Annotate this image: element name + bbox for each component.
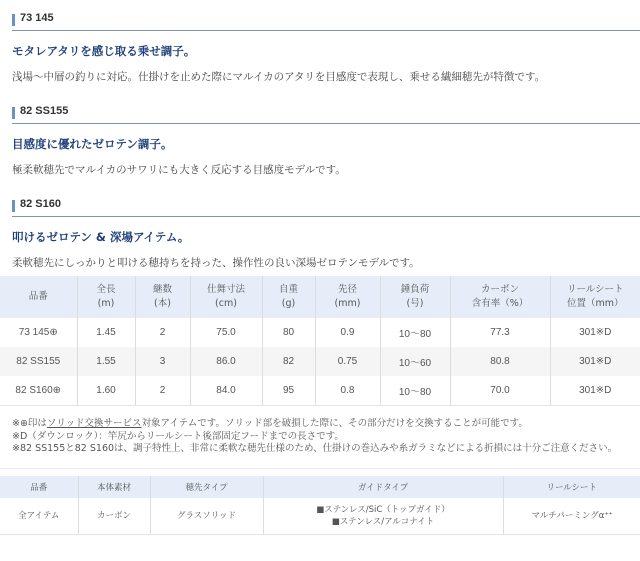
model-name: 82 SS155 — [20, 105, 69, 117]
header-item-no: 品番 — [0, 276, 77, 318]
cell-reel-seat-position: 301※D — [579, 327, 612, 338]
catchphrase: 目感度に優れたゼロテン調子。 — [12, 137, 173, 151]
cell-weight: 95 — [262, 376, 315, 405]
material-header-row — [0, 476, 640, 498]
accent-bar — [12, 107, 15, 119]
header-sinker-load: 錘負荷 (号) — [380, 276, 450, 318]
cell-reel-seat-position: 301※D — [550, 347, 640, 376]
guide-type-top: ■ステンレス/SiC（トップガイド） — [316, 504, 450, 515]
cell-weight: 80 — [262, 318, 315, 347]
cell-tip-diameter: 0.75 — [315, 347, 380, 376]
description: 浅場〜中層の釣りに対応。仕掛けを止めた際にマルイカのアタリを目感度で表現し、乗せる繊細穂先が特徴です。 — [12, 71, 546, 83]
cell-length: 1.60 — [77, 376, 135, 405]
divider — [0, 468, 640, 469]
cell-reel-seat: マルチパーミングα⁺ᐩ — [503, 498, 640, 534]
cell-reel-seat-position: 301※D — [550, 376, 640, 405]
header-body-material: 本体素材 — [78, 476, 150, 498]
model-name: 82 S160 — [20, 198, 61, 210]
cell-length: 1.55 — [77, 347, 135, 376]
material-table — [0, 476, 640, 535]
catchphrase: 叩けるゼロテン & 深場アイテム。 — [12, 230, 190, 244]
guide-type-other: ■ステンレス/アルコナイト — [331, 516, 435, 527]
cell-sinker-load: 10〜60 — [380, 347, 450, 376]
cell-sections: 2 — [135, 376, 190, 405]
cell-item-no: 82 SS155 — [0, 347, 77, 376]
cell-closed-length: 84.0 — [190, 376, 262, 405]
cell-closed-length: 86.0 — [190, 347, 262, 376]
cell-item-no: 82 S160⊕ — [0, 376, 77, 405]
table-row — [0, 318, 640, 347]
solid-exchange-service-link[interactable]: ソリッド交換サービス — [46, 418, 142, 429]
header-item-no: 品番 — [0, 476, 78, 498]
header-tip-type: 穂先タイプ — [150, 476, 263, 498]
spec-header-row — [0, 276, 640, 318]
description: 極柔軟穂先でマルイカのサワリにも大きく反応する目感度モデルです。 — [12, 164, 346, 176]
cell-carbon-content: 70.0 — [450, 376, 550, 405]
note-solid-exchange: ※⊕印はソリッド交換サービス対象アイテムです。ソリッド部を破損した際に、その部分だけを交換することが可能です。 — [12, 418, 528, 429]
table-row — [0, 498, 640, 534]
header-sections: 継数 (本) — [135, 276, 190, 318]
cell-body-material: カーボン — [78, 498, 150, 534]
cell-sections: 3 — [135, 347, 190, 376]
catchphrase: モタレアタリを感じ取る乗せ調子。 — [12, 44, 196, 58]
accent-bar — [12, 200, 15, 212]
cell-weight: 82 — [262, 347, 315, 376]
cell-tip-type: グラスソリッド — [150, 498, 263, 534]
cell-tip-diameter: 0.9 — [315, 318, 380, 347]
cell-sinker-load: 10〜80 — [380, 376, 450, 405]
cell-item-no: 73 145⊕ — [0, 318, 77, 347]
accent-bar — [12, 14, 15, 26]
section-header-82-s160 — [12, 195, 640, 217]
cell-sections: 2 — [135, 318, 190, 347]
header-closed-length: 仕舞寸法 (cm) — [190, 276, 262, 318]
header-carbon-content: カーボン 含有率（%） — [450, 276, 550, 318]
section-header-82-ss155 — [12, 102, 640, 124]
cell-carbon-content: 80.8 — [450, 347, 550, 376]
header-guide-type: ガイドタイプ — [263, 476, 503, 498]
note-caution: ※82 SS155と82 S160は、調子特性上、非常に柔軟な穂先仕様のため、仕掛けの巻込みや糸ガラミなどによる折損には十分ご注意ください。 — [12, 443, 618, 454]
table-row — [0, 347, 640, 376]
cell-length: 1.45 — [77, 318, 135, 347]
note-down-lock: ※D（ダウンロック）：竿尻からリールシート後部固定フードまでの長さです。 — [12, 430, 344, 442]
table-row — [0, 376, 640, 405]
header-length: 全長 (m) — [77, 276, 135, 318]
cell-carbon-content: 77.3 — [450, 318, 550, 347]
spec-table — [0, 276, 640, 406]
header-reel-seat-position: リールシート 位置（mm） — [550, 276, 640, 318]
cell-item-no: 全アイテム — [0, 498, 78, 534]
footnotes — [12, 418, 634, 456]
header-weight: 自重 (g) — [262, 276, 315, 318]
cell-sinker-load: 10〜80 — [380, 318, 450, 347]
header-reel-seat: リールシート — [503, 476, 640, 498]
cell-tip-diameter: 0.8 — [315, 376, 380, 405]
model-name: 73 145 — [20, 12, 54, 24]
section-header-73-145 — [12, 9, 640, 31]
cell-closed-length: 75.0 — [190, 318, 262, 347]
cell-guide-type — [263, 498, 503, 534]
header-tip-diameter: 先径 (mm) — [315, 276, 380, 318]
description: 柔軟穂先にしっかりと叩ける穂持ちを持った、操作性の良い深場ゼロテンモデルです。 — [12, 257, 420, 269]
